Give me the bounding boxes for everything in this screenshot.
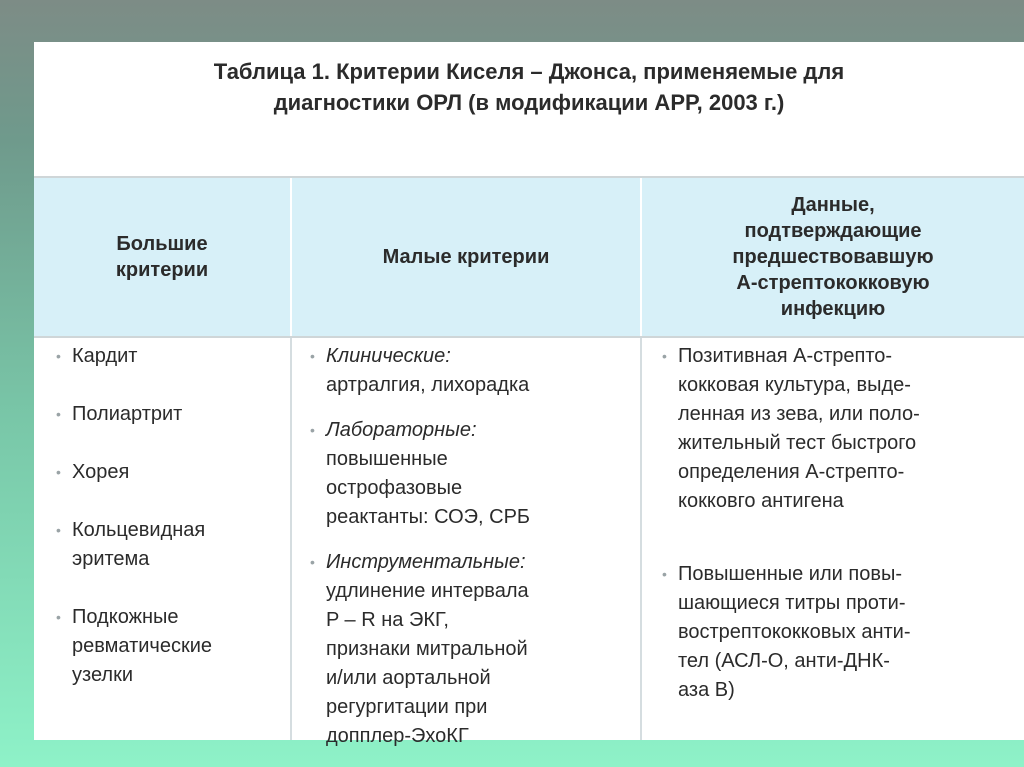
minor-criterion-text: артралгия, лихорадка	[326, 374, 530, 396]
bullet: •	[56, 609, 61, 625]
header-major-criteria: Большие критерии	[34, 178, 292, 336]
bullet: •	[662, 348, 667, 364]
major-criteria-cell	[34, 338, 292, 740]
major-criterion: Хорея	[72, 461, 130, 483]
major-criterion: Полиартрит	[72, 403, 183, 425]
minor-criterion-text: удлинение интервала P – R на ЭКГ, признаки митральной и/или аортальной регургитации при допплер-ЭхоКГ	[326, 580, 529, 747]
header-evidence: Данные, подтверждающие предшествовавшую А-стрептококковую инфекцию	[732, 194, 934, 320]
bullet: •	[56, 522, 61, 538]
minor-criterion-label: Инструментальные:	[326, 551, 526, 573]
minor-criteria-cell	[292, 338, 642, 747]
bullet: •	[56, 464, 61, 480]
minor-criterion-label: Лабораторные:	[326, 419, 477, 441]
list-item	[56, 458, 290, 487]
bullet: •	[56, 348, 61, 364]
bullet: •	[310, 554, 315, 570]
table-title-line-2: диагностики ОРЛ (в модификации АРР, 2003 г.)	[273, 90, 785, 115]
slide	[34, 42, 1024, 747]
major-criterion: Кольцевидная эритема	[72, 519, 206, 570]
list-item	[56, 342, 290, 371]
list-item	[56, 400, 290, 429]
bullet: •	[310, 348, 315, 364]
table-header-row	[34, 178, 1024, 336]
minor-criterion-label: Клинические:	[326, 345, 451, 367]
table-title	[34, 42, 1024, 134]
evidence-item: Повышенные или повы- шающиеся титры проти- вострептококковых анти- тел (АСЛ-О, анти-ДНК- аза В)	[678, 563, 911, 701]
list-item	[310, 342, 640, 400]
bullet: •	[56, 406, 61, 422]
header-minor-criteria: Малые критерии	[292, 178, 642, 336]
list-item	[56, 516, 290, 574]
evidence-cell	[642, 338, 1024, 740]
list-item	[310, 548, 640, 751]
major-criterion: Кардит	[72, 345, 138, 367]
table-title-line-1: Таблица 1. Критерии Киселя – Джонса, применяемые для	[213, 59, 845, 84]
list-item	[56, 603, 290, 690]
evidence-item: Позитивная А-стрепто- кокковая культура, выде- ленная из зева, или поло- жительный тест быстрого определения А-стрепто- кокковго антигена	[678, 345, 920, 512]
list-item	[310, 416, 640, 532]
minor-criterion-text: повышенные острофазовые реактанты: СОЭ, СРБ	[326, 448, 531, 528]
list-item	[662, 342, 1024, 516]
list-item	[662, 560, 1024, 705]
bullet: •	[310, 422, 315, 438]
bullet: •	[662, 566, 667, 582]
major-criterion: Подкожные ревматические узелки	[72, 606, 212, 686]
table-body-row	[34, 338, 1024, 747]
